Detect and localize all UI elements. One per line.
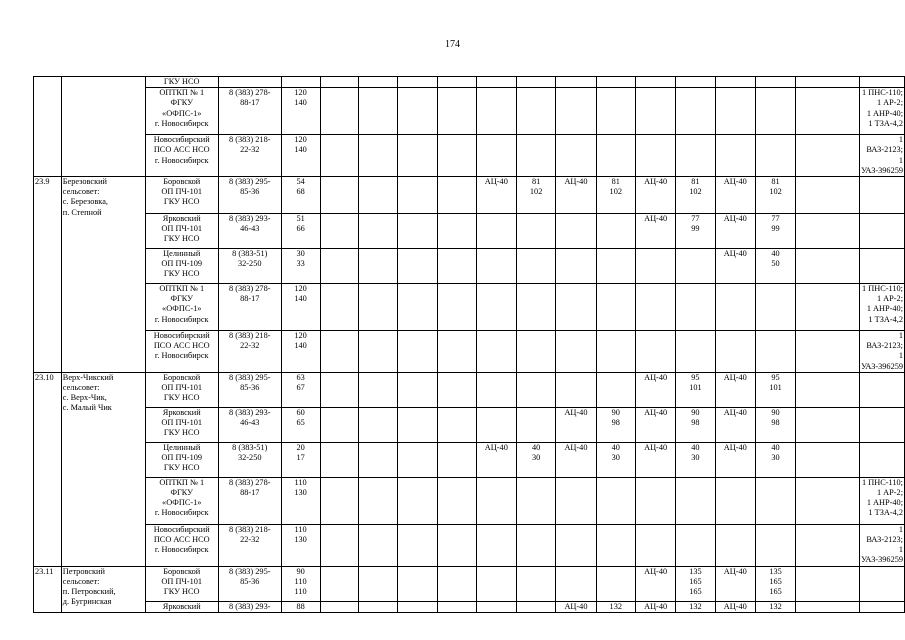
vehicle-cell bbox=[320, 407, 359, 442]
vehicle-cell bbox=[398, 524, 438, 566]
vehicle-cell: 81 102 bbox=[755, 177, 795, 214]
vehicle-cell bbox=[476, 284, 516, 331]
vehicle-cell bbox=[437, 135, 476, 177]
fire-unit-cell: Ярковский ОП ПЧ-101 ГКУ НСО bbox=[145, 214, 218, 249]
vehicle-cell bbox=[320, 88, 359, 135]
vehicle-cell: АЦ-40 bbox=[635, 177, 675, 214]
vehicle-cell bbox=[359, 214, 398, 249]
resources-cell bbox=[860, 177, 905, 214]
section-number-cell: 23.11 bbox=[34, 566, 62, 612]
resources-cell bbox=[860, 77, 905, 88]
table-row bbox=[34, 77, 905, 88]
vehicle-cell bbox=[476, 331, 516, 373]
table-row bbox=[34, 407, 905, 442]
vehicle-cell bbox=[796, 88, 860, 135]
vehicle-cell bbox=[517, 77, 556, 88]
phone-cell: 8 (383) 293- 46-43 bbox=[218, 214, 281, 249]
distance-cell: 88 bbox=[281, 601, 320, 612]
vehicle-cell bbox=[556, 566, 596, 601]
vehicle-cell bbox=[517, 249, 556, 284]
vehicle-cell bbox=[437, 249, 476, 284]
vehicle-cell bbox=[517, 566, 556, 601]
vehicle-cell bbox=[476, 524, 516, 566]
phone-cell bbox=[218, 77, 281, 88]
vehicle-cell bbox=[320, 566, 359, 601]
vehicle-cell bbox=[320, 77, 359, 88]
vehicle-cell: 132 bbox=[755, 601, 795, 612]
distance-cell: 51 66 bbox=[281, 214, 320, 249]
vehicle-cell: АЦ-40 bbox=[476, 177, 516, 214]
distance-cell: 110 130 bbox=[281, 524, 320, 566]
vehicle-cell bbox=[596, 331, 635, 373]
fire-response-table bbox=[33, 76, 905, 613]
vehicle-cell: АЦ-40 bbox=[715, 601, 755, 612]
table-row bbox=[34, 477, 905, 524]
vehicle-cell: АЦ-40 bbox=[556, 407, 596, 442]
vehicle-cell bbox=[437, 601, 476, 612]
distance-cell: 120 140 bbox=[281, 135, 320, 177]
vehicle-cell bbox=[398, 331, 438, 373]
table-row bbox=[34, 249, 905, 284]
phone-cell: 8 (383-51) 32-250 bbox=[218, 442, 281, 477]
vehicle-cell bbox=[517, 214, 556, 249]
vehicle-cell bbox=[517, 331, 556, 373]
vehicle-cell bbox=[596, 524, 635, 566]
distance-cell: 20 17 bbox=[281, 442, 320, 477]
fire-unit-cell: Новосибирский ПСО АСС НСО г. Новосибирск bbox=[145, 524, 218, 566]
vehicle-cell: 77 99 bbox=[676, 214, 715, 249]
vehicle-cell bbox=[596, 77, 635, 88]
vehicle-cell: АЦ-40 bbox=[715, 177, 755, 214]
vehicle-cell bbox=[635, 524, 675, 566]
vehicle-cell bbox=[796, 135, 860, 177]
vehicle-cell bbox=[517, 407, 556, 442]
vehicle-cell: АЦ-40 bbox=[476, 442, 516, 477]
vehicle-cell bbox=[796, 284, 860, 331]
vehicle-cell: 90 98 bbox=[755, 407, 795, 442]
vehicle-cell bbox=[398, 407, 438, 442]
vehicle-cell bbox=[715, 88, 755, 135]
vehicle-cell bbox=[476, 601, 516, 612]
vehicle-cell bbox=[796, 407, 860, 442]
vehicle-cell: АЦ-40 bbox=[635, 372, 675, 407]
vehicle-cell: АЦ-40 bbox=[715, 372, 755, 407]
vehicle-cell bbox=[359, 284, 398, 331]
vehicle-cell bbox=[517, 524, 556, 566]
vehicle-cell: АЦ-40 bbox=[715, 407, 755, 442]
table-row bbox=[34, 524, 905, 566]
vehicle-cell bbox=[556, 88, 596, 135]
vehicle-cell bbox=[556, 77, 596, 88]
vehicle-cell bbox=[437, 372, 476, 407]
fire-unit-cell: Новосибирский ПСО АСС НСО г. Новосибирск bbox=[145, 331, 218, 373]
vehicle-cell bbox=[476, 407, 516, 442]
table-body bbox=[34, 77, 905, 613]
vehicle-cell bbox=[556, 284, 596, 331]
vehicle-cell bbox=[359, 177, 398, 214]
vehicle-cell: АЦ-40 bbox=[635, 407, 675, 442]
vehicle-cell bbox=[398, 249, 438, 284]
distance-cell: 90 110 110 bbox=[281, 566, 320, 601]
vehicle-cell bbox=[359, 407, 398, 442]
phone-cell: 8 (383) 218- 22-32 bbox=[218, 135, 281, 177]
vehicle-cell bbox=[556, 372, 596, 407]
resources-cell: 1 ВАЗ-2123; 1 УАЗ-396259 bbox=[861, 331, 904, 371]
vehicle-cell bbox=[320, 372, 359, 407]
phone-cell: 8 (383-51) 32-250 bbox=[218, 249, 281, 284]
table-row bbox=[34, 331, 905, 373]
vehicle-cell: АЦ-40 bbox=[556, 177, 596, 214]
vehicle-cell: 95 101 bbox=[755, 372, 795, 407]
table-row bbox=[34, 601, 905, 612]
vehicle-cell bbox=[359, 566, 398, 601]
fire-unit-cell: Боровской ОП ПЧ-101 ГКУ НСО bbox=[145, 177, 218, 214]
vehicle-cell bbox=[635, 477, 675, 524]
vehicle-cell bbox=[517, 88, 556, 135]
vehicle-cell: АЦ-40 bbox=[635, 442, 675, 477]
vehicle-cell bbox=[596, 477, 635, 524]
vehicle-cell bbox=[437, 407, 476, 442]
vehicle-cell: 81 102 bbox=[596, 177, 635, 214]
vehicle-cell: АЦ-40 bbox=[715, 442, 755, 477]
resources-cell bbox=[860, 442, 905, 477]
settlement-cell: Верх-Чикский сельсовет: с. Верх-Чик, с. Малый Чик bbox=[61, 372, 145, 566]
table-row bbox=[34, 135, 905, 177]
vehicle-cell bbox=[437, 566, 476, 601]
vehicle-cell bbox=[359, 77, 398, 88]
fire-unit-cell: Ярковский bbox=[145, 601, 218, 612]
resources-cell bbox=[860, 407, 905, 442]
distance-cell: 120 140 bbox=[281, 88, 320, 135]
table-row bbox=[34, 284, 905, 331]
distance-cell: 54 68 bbox=[281, 177, 320, 214]
phone-cell: 8 (383) 295- 85-36 bbox=[218, 177, 281, 214]
vehicle-cell bbox=[755, 88, 795, 135]
vehicle-cell bbox=[676, 88, 715, 135]
vehicle-cell bbox=[359, 601, 398, 612]
vehicle-cell bbox=[556, 249, 596, 284]
vehicle-cell bbox=[796, 249, 860, 284]
vehicle-cell bbox=[517, 372, 556, 407]
vehicle-cell bbox=[359, 524, 398, 566]
vehicle-cell bbox=[635, 77, 675, 88]
vehicle-cell bbox=[596, 372, 635, 407]
vehicle-cell bbox=[320, 249, 359, 284]
vehicle-cell bbox=[320, 135, 359, 177]
vehicle-cell bbox=[556, 524, 596, 566]
vehicle-cell: 40 30 bbox=[517, 442, 556, 477]
table-row bbox=[34, 442, 905, 477]
distance-cell: 63 67 bbox=[281, 372, 320, 407]
distance-cell: 120 140 bbox=[281, 331, 320, 373]
settlement-cell: Березовский сельсовет: с. Березовка, п. Степной bbox=[61, 177, 145, 373]
vehicle-cell bbox=[476, 214, 516, 249]
vehicle-cell: АЦ-40 bbox=[715, 249, 755, 284]
vehicle-cell bbox=[556, 135, 596, 177]
vehicle-cell bbox=[796, 477, 860, 524]
phone-cell: 8 (383) 278- 88-17 bbox=[218, 477, 281, 524]
vehicle-cell bbox=[476, 135, 516, 177]
vehicle-cell bbox=[437, 77, 476, 88]
vehicle-cell bbox=[755, 135, 795, 177]
vehicle-cell bbox=[635, 284, 675, 331]
vehicle-cell bbox=[755, 284, 795, 331]
vehicle-cell bbox=[715, 135, 755, 177]
vehicle-cell: 95 101 bbox=[676, 372, 715, 407]
phone-cell: 8 (383) 293- 46-43 bbox=[218, 407, 281, 442]
vehicle-cell bbox=[755, 77, 795, 88]
settlement-cell bbox=[61, 77, 145, 177]
phone-cell: 8 (383) 293- bbox=[218, 601, 281, 612]
vehicle-cell: 90 98 bbox=[676, 407, 715, 442]
resources-cell: 1 ВАЗ-2123; 1 УАЗ-396259 bbox=[861, 135, 904, 175]
vehicle-cell bbox=[359, 331, 398, 373]
phone-cell: 8 (383) 295- 85-36 bbox=[218, 566, 281, 601]
vehicle-cell bbox=[320, 177, 359, 214]
vehicle-cell bbox=[596, 249, 635, 284]
vehicle-cell bbox=[796, 442, 860, 477]
vehicle-cell: АЦ-40 bbox=[556, 442, 596, 477]
vehicle-cell: АЦ-40 bbox=[635, 601, 675, 612]
vehicle-cell bbox=[596, 88, 635, 135]
phone-cell: 8 (383) 218- 22-32 bbox=[218, 331, 281, 373]
vehicle-cell: 135 165 165 bbox=[755, 566, 795, 601]
vehicle-cell: АЦ-40 bbox=[556, 601, 596, 612]
fire-unit-cell: ГКУ НСО bbox=[145, 77, 218, 88]
vehicle-cell bbox=[596, 284, 635, 331]
vehicle-cell bbox=[437, 442, 476, 477]
vehicle-cell bbox=[796, 77, 860, 88]
vehicle-cell bbox=[517, 284, 556, 331]
vehicle-cell bbox=[556, 477, 596, 524]
resources-cell bbox=[860, 249, 905, 284]
table-row bbox=[34, 566, 905, 601]
vehicle-cell bbox=[437, 88, 476, 135]
vehicle-cell bbox=[359, 249, 398, 284]
vehicle-cell bbox=[676, 284, 715, 331]
vehicle-cell: 77 99 bbox=[755, 214, 795, 249]
vehicle-cell bbox=[320, 214, 359, 249]
fire-unit-cell: ОПТКП № 1 ФГКУ «ОФПС-1» г. Новосибирск bbox=[145, 477, 218, 524]
resources-cell: 1 ПНС-110; 1 АР-2; 1 АНР-40; 1 ТЗА-4,2 bbox=[860, 284, 905, 331]
fire-unit-cell: Боровской ОП ПЧ-101 ГКУ НСО bbox=[145, 372, 218, 407]
vehicle-cell bbox=[437, 524, 476, 566]
phone-cell: 8 (383) 278- 88-17 bbox=[218, 284, 281, 331]
vehicle-cell: 135 165 165 bbox=[676, 566, 715, 601]
vehicle-cell bbox=[320, 442, 359, 477]
vehicle-cell: 81 102 bbox=[517, 177, 556, 214]
vehicle-cell: АЦ-40 bbox=[715, 566, 755, 601]
vehicle-cell bbox=[676, 524, 715, 566]
vehicle-cell bbox=[676, 135, 715, 177]
phone-cell: 8 (383) 278- 88-17 bbox=[218, 88, 281, 135]
vehicle-cell bbox=[596, 566, 635, 601]
vehicle-cell bbox=[320, 524, 359, 566]
vehicle-cell bbox=[556, 331, 596, 373]
vehicle-cell bbox=[476, 477, 516, 524]
fire-unit-cell: ОПТКП № 1 ФГКУ «ОФПС-1» г. Новосибирск bbox=[145, 284, 218, 331]
vehicle-cell bbox=[796, 372, 860, 407]
distance-cell: 110 130 bbox=[281, 477, 320, 524]
vehicle-cell bbox=[476, 566, 516, 601]
table-row bbox=[34, 372, 905, 407]
vehicle-cell bbox=[676, 331, 715, 373]
vehicle-cell bbox=[359, 135, 398, 177]
resources-cell bbox=[860, 372, 905, 407]
vehicle-cell bbox=[596, 135, 635, 177]
vehicle-cell bbox=[398, 477, 438, 524]
vehicle-cell bbox=[596, 214, 635, 249]
section-number-cell: 23.10 bbox=[34, 372, 62, 566]
vehicle-cell bbox=[398, 372, 438, 407]
distance-cell: 120 140 bbox=[281, 284, 320, 331]
vehicle-cell: 132 bbox=[596, 601, 635, 612]
vehicle-cell: 40 30 bbox=[676, 442, 715, 477]
page-number: 174 bbox=[445, 39, 460, 50]
vehicle-cell: АЦ-40 bbox=[715, 214, 755, 249]
vehicle-cell bbox=[437, 331, 476, 373]
fire-unit-cell: Боровской ОП ПЧ-101 ГКУ НСО bbox=[145, 566, 218, 601]
vehicle-cell bbox=[320, 284, 359, 331]
vehicle-cell bbox=[676, 77, 715, 88]
vehicle-cell bbox=[796, 214, 860, 249]
resources-cell bbox=[860, 566, 905, 601]
vehicle-cell bbox=[517, 477, 556, 524]
resources-cell: 1 ВАЗ-2123; 1 УАЗ-396259 bbox=[861, 524, 904, 565]
fire-unit-cell: Целинный ОП ПЧ-109 ГКУ НСО bbox=[145, 442, 218, 477]
vehicle-cell bbox=[715, 77, 755, 88]
vehicle-cell: АЦ-40 bbox=[635, 214, 675, 249]
vehicle-cell bbox=[476, 372, 516, 407]
vehicle-cell bbox=[635, 249, 675, 284]
vehicle-cell bbox=[398, 135, 438, 177]
vehicle-cell: 40 50 bbox=[755, 249, 795, 284]
vehicle-cell bbox=[796, 177, 860, 214]
section-number-cell bbox=[34, 77, 62, 177]
vehicle-cell bbox=[715, 284, 755, 331]
vehicle-cell bbox=[398, 177, 438, 214]
fire-unit-cell: Новосибирский ПСО АСС НСО г. Новосибирск bbox=[145, 135, 218, 177]
vehicle-cell bbox=[476, 249, 516, 284]
fire-unit-cell: Ярковский ОП ПЧ-101 ГКУ НСО bbox=[145, 407, 218, 442]
vehicle-cell bbox=[437, 284, 476, 331]
vehicle-cell bbox=[320, 477, 359, 524]
table-row bbox=[34, 88, 905, 135]
vehicle-cell bbox=[517, 135, 556, 177]
vehicle-cell bbox=[715, 331, 755, 373]
section-number-cell: 23.9 bbox=[34, 177, 62, 373]
vehicle-cell bbox=[398, 566, 438, 601]
distance-cell: 30 33 bbox=[281, 249, 320, 284]
vehicle-cell bbox=[359, 442, 398, 477]
vehicle-cell: 40 30 bbox=[755, 442, 795, 477]
resources-cell bbox=[860, 214, 905, 249]
vehicle-cell bbox=[556, 214, 596, 249]
vehicle-cell bbox=[398, 88, 438, 135]
vehicle-cell bbox=[635, 88, 675, 135]
vehicle-cell bbox=[476, 77, 516, 88]
vehicle-cell: 90 98 bbox=[596, 407, 635, 442]
vehicle-cell bbox=[635, 331, 675, 373]
vehicle-cell bbox=[676, 477, 715, 524]
vehicle-cell bbox=[398, 77, 438, 88]
resources-cell bbox=[860, 601, 905, 612]
vehicle-cell bbox=[796, 524, 860, 566]
vehicle-cell bbox=[398, 601, 438, 612]
vehicle-cell bbox=[715, 524, 755, 566]
resources-cell: 1 ПНС-110; 1 АР-2; 1 АНР-40; 1 ТЗА-4,2 bbox=[860, 477, 905, 524]
vehicle-cell bbox=[676, 249, 715, 284]
vehicle-cell bbox=[398, 214, 438, 249]
fire-unit-cell: ОПТКП № 1 ФГКУ «ОФПС-1» г. Новосибирск bbox=[145, 88, 218, 135]
vehicle-cell: АЦ-40 bbox=[635, 566, 675, 601]
resources-cell: 1 ПНС-110; 1 АР-2; 1 АНР-40; 1 ТЗА-4,2 bbox=[860, 88, 905, 135]
vehicle-cell bbox=[755, 477, 795, 524]
fire-unit-cell: Целинный ОП ПЧ-109 ГКУ НСО bbox=[145, 249, 218, 284]
settlement-cell: Петровский сельсовет: п. Петровский, д. Бугринская bbox=[61, 566, 145, 612]
distance-cell: 60 65 bbox=[281, 407, 320, 442]
vehicle-cell: 40 30 bbox=[596, 442, 635, 477]
vehicle-cell bbox=[320, 331, 359, 373]
vehicle-cell: 81 102 bbox=[676, 177, 715, 214]
vehicle-cell bbox=[796, 331, 860, 373]
distance-cell bbox=[281, 77, 320, 88]
vehicle-cell bbox=[359, 88, 398, 135]
vehicle-cell bbox=[359, 477, 398, 524]
vehicle-cell bbox=[437, 477, 476, 524]
vehicle-cell bbox=[796, 566, 860, 601]
vehicle-cell: 132 bbox=[676, 601, 715, 612]
vehicle-cell bbox=[755, 331, 795, 373]
vehicle-cell bbox=[517, 601, 556, 612]
vehicle-cell bbox=[476, 88, 516, 135]
phone-cell: 8 (383) 295- 85-36 bbox=[218, 372, 281, 407]
vehicle-cell bbox=[715, 477, 755, 524]
vehicle-cell bbox=[398, 284, 438, 331]
vehicle-cell bbox=[796, 601, 860, 612]
table-row bbox=[34, 214, 905, 249]
vehicle-cell bbox=[755, 524, 795, 566]
phone-cell: 8 (383) 218- 22-32 bbox=[218, 524, 281, 566]
vehicle-cell bbox=[437, 214, 476, 249]
vehicle-cell bbox=[437, 177, 476, 214]
vehicle-cell bbox=[320, 601, 359, 612]
table-row bbox=[34, 177, 905, 214]
vehicle-cell bbox=[635, 135, 675, 177]
vehicle-cell bbox=[398, 442, 438, 477]
vehicle-cell bbox=[359, 372, 398, 407]
